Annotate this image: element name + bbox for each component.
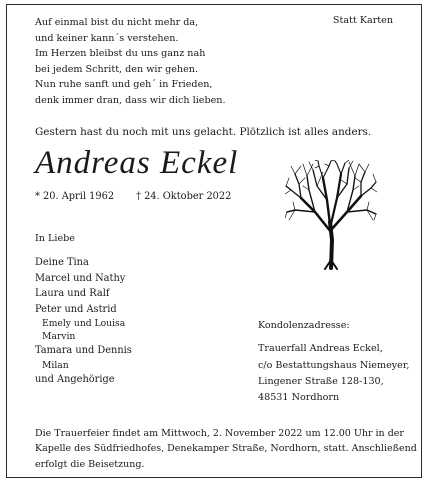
funeral-info-line: Die Trauerfeier findet am Mittwoch, 2. November 2022 um 12.00 Uhr in der [35, 428, 404, 439]
family-member: Laura und Ralf [35, 288, 110, 300]
address-line: Lingener Straße 128-130, [258, 375, 384, 387]
family-list [35, 255, 132, 388]
poem-line: denk immer dran, dass wir dich lieben. [35, 94, 226, 106]
birth-date: * 20. April 1962 [35, 191, 115, 202]
family-member: Marcel und Nathy [35, 272, 126, 284]
bare-tree-icon [285, 160, 377, 270]
condolence-heading: Kondolenzadresse: [258, 320, 350, 331]
funeral-info-line: Kapelle des Südfriedhofes, Denekamper Straße, Nordhorn, statt. Anschließend [35, 443, 417, 455]
family-member: Tamara und Dennis [35, 345, 132, 357]
poem-line: Nun ruhe sanft und geh´ in Frieden, [35, 79, 213, 91]
poem-line: Im Herzen bleibst du uns ganz nah [35, 48, 206, 60]
family-member: und Angehörige [35, 373, 115, 385]
address-line: Trauerfall Andreas Eckel, [258, 343, 383, 355]
family-member-child: Marvin [42, 331, 76, 343]
poem-line: und keiner kann´s verstehen. [35, 32, 179, 44]
obituary-notice [6, 4, 422, 478]
address-line: 48531 Nordhorn [258, 392, 340, 404]
statt-karten-label: Statt Karten [332, 15, 393, 26]
poem-line: Auf einmal bist du nicht mehr da, [35, 17, 199, 28]
poem-line: bei jedem Schritt, den wir gehen. [35, 63, 199, 75]
family-member-child: Emely und Louisa [42, 318, 126, 330]
family-member: Deine Tina [35, 257, 89, 268]
life-dates [35, 191, 253, 202]
family-member: Peter und Astrid [35, 303, 117, 315]
funeral-info-line: erfolgt die Beisetzung. [35, 458, 145, 470]
family-member-child: Milan [42, 359, 69, 371]
address-line: c/o Bestattungshaus Niemeyer, [258, 359, 410, 371]
in-liebe-label: In Liebe [35, 233, 75, 244]
funeral-info [35, 426, 417, 472]
condolence-address [258, 318, 409, 406]
poem [35, 15, 226, 109]
intro-line: Gestern hast du noch mit uns gelacht. Plötzlich ist alles anders. [35, 126, 372, 138]
death-date: † 24. Oktober 2022 [136, 191, 232, 202]
deceased-name: Andreas Eckel [35, 145, 239, 181]
